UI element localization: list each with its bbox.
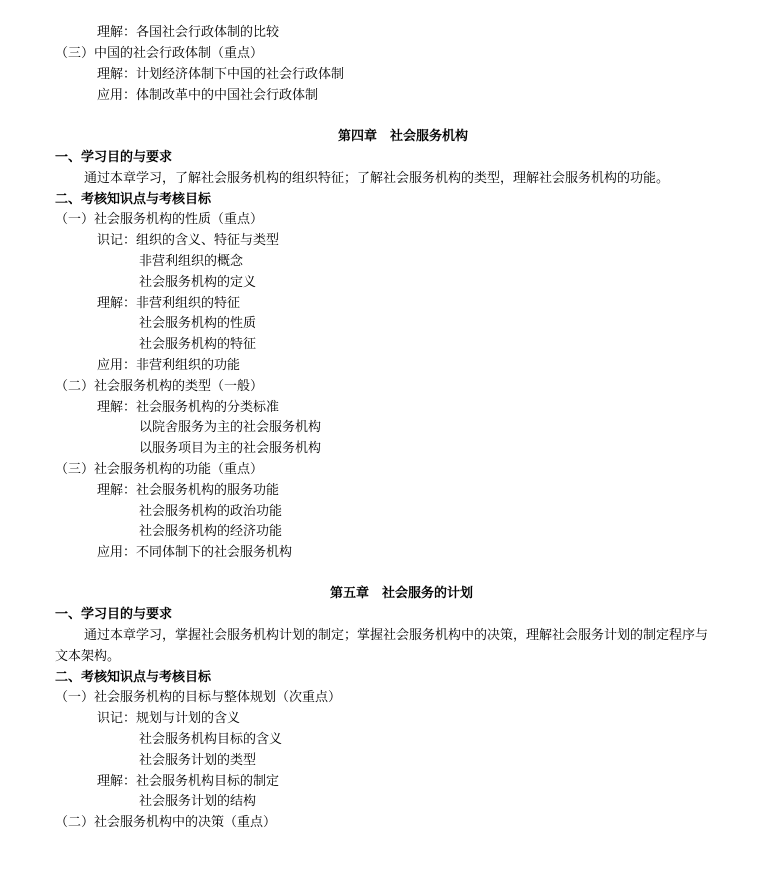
text-line: 社会服务机构目标的含义 xyxy=(139,732,283,747)
text-line: 理解：非营利组织的特征 xyxy=(97,296,241,311)
text-line: 理解：各国社会行政体制的比较 xyxy=(97,25,280,40)
text-line: 理解：社会服务机构目标的制定 xyxy=(97,774,280,789)
subsection-heading: （二）社会服务机构中的决策（重点） xyxy=(55,815,277,830)
text-line: 以服务项目为主的社会服务机构 xyxy=(139,441,322,456)
subsection-heading: （三）社会服务机构的功能（重点） xyxy=(55,462,264,477)
section-heading: 一、学习目的与要求 xyxy=(55,607,173,622)
text-line: 应用：非营利组织的功能 xyxy=(97,358,241,373)
text-line: 社会服务机构的性质 xyxy=(139,316,257,331)
text-line: 非营利组织的概念 xyxy=(139,254,244,269)
text-line: 社会服务计划的结构 xyxy=(139,794,257,809)
section-heading: 二、考核知识点与考核目标 xyxy=(55,192,212,207)
section-heading: （三）中国的社会行政体制（重点） xyxy=(55,46,264,61)
text-line: 社会服务机构的经济功能 xyxy=(139,524,283,539)
text-line: 社会服务机构的定义 xyxy=(139,275,257,290)
chapter-title: 第五章 社会服务的计划 xyxy=(330,586,474,601)
paragraph: 通过本章学习，了解社会服务机构的组织特征；了解社会服务机构的类型，理解社会服务机构的功能。 xyxy=(84,171,670,186)
subsection-heading: （一）社会服务机构的性质（重点） xyxy=(55,212,264,227)
section-heading: 二、考核知识点与考核目标 xyxy=(55,670,212,685)
paragraph: 通过本章学习，掌握社会服务机构计划的制定；掌握社会服务机构中的决策，理解社会服务计划的制定程序与 xyxy=(84,628,709,643)
subsection-heading: （一）社会服务机构的目标与整体规划（次重点） xyxy=(55,690,342,705)
text-line: 应用：不同体制下的社会服务机构 xyxy=(97,545,293,560)
text-line: 社会服务机构的特征 xyxy=(139,337,257,352)
text-line: 理解：计划经济体制下中国的社会行政体制 xyxy=(97,67,345,82)
section-heading: 一、学习目的与要求 xyxy=(55,150,173,165)
text-line: 社会服务计划的类型 xyxy=(139,753,257,768)
text-line: 理解：社会服务机构的服务功能 xyxy=(97,483,280,498)
chapter-title: 第四章 社会服务机构 xyxy=(338,129,469,144)
text-line: 应用：体制改革中的中国社会行政体制 xyxy=(97,88,319,103)
text-line: 社会服务机构的政治功能 xyxy=(139,504,283,519)
text-line: 识记：组织的含义、特征与类型 xyxy=(97,233,280,248)
paragraph-continuation: 文本架构。 xyxy=(55,649,121,664)
text-line: 识记：规划与计划的含义 xyxy=(97,711,241,726)
text-line: 理解：社会服务机构的分类标准 xyxy=(97,400,280,415)
subsection-heading: （二）社会服务机构的类型（一般） xyxy=(55,379,264,394)
text-line: 以院舍服务为主的社会服务机构 xyxy=(139,420,322,435)
